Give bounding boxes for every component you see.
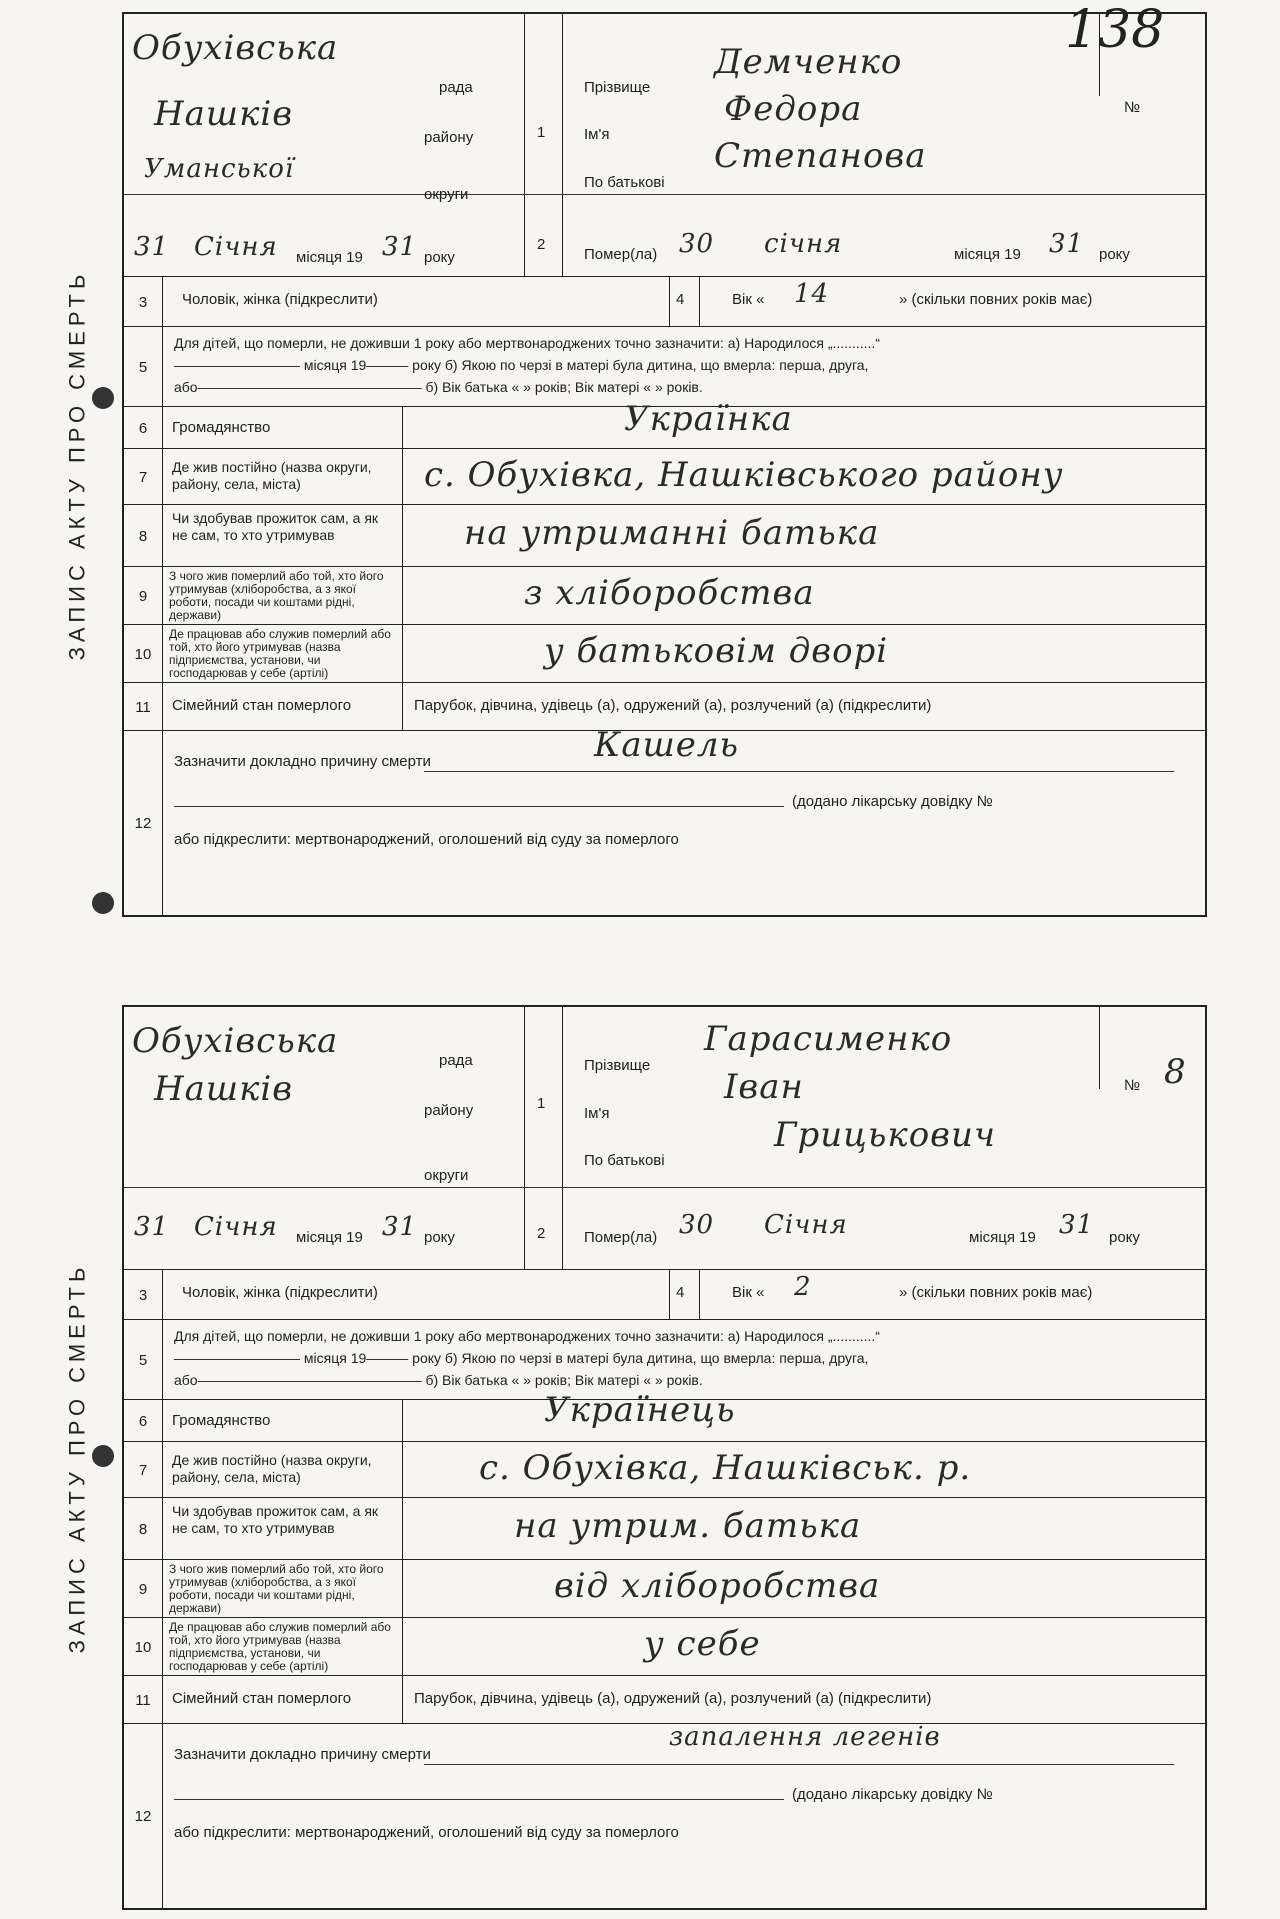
death-year: 31 bbox=[1059, 1210, 1095, 1240]
death-month: січня bbox=[764, 229, 843, 259]
surname-label: Прізвище bbox=[584, 1057, 651, 1074]
month-year-label: місяця 19 bbox=[296, 249, 363, 266]
name-label: Ім'я bbox=[584, 126, 610, 143]
death-day: 30 bbox=[679, 229, 715, 259]
age-value: 14 bbox=[794, 279, 830, 309]
workplace-label: Де працював або служив померлий або той, хто його утримував (назва підприємства, установи, чи господарював у себе (артілі) bbox=[169, 1620, 391, 1673]
row-number: 1 bbox=[537, 1095, 546, 1112]
row-number: 7 bbox=[124, 1442, 163, 1498]
month-year-label: місяця 19 bbox=[296, 1229, 363, 1246]
citizenship-value: Українка bbox=[624, 399, 793, 439]
livelihood-row bbox=[124, 504, 1205, 567]
occupation-value: з хліборобства bbox=[524, 573, 815, 613]
citizenship-row bbox=[124, 1390, 1205, 1442]
children-row: 5 Для дітей, що померли, не доживши 1 року або мертвонароджених точно зазначити: а) Народилося „...........“ ————————— місяця 19——— року б) Якою по черзі в матері була дитина, що вмерла: перша, друга, або———————————————— б) Вік батька « » років; Вік матері « » років. bbox=[124, 326, 1205, 407]
sex-age-row bbox=[124, 276, 1205, 327]
patronymic-label: По батькові bbox=[584, 1152, 665, 1169]
occupation-row bbox=[124, 566, 1205, 625]
sex-label: Чоловік, жінка (підкреслити) bbox=[182, 291, 378, 308]
row-number: 9 bbox=[124, 1560, 163, 1618]
district-label: району bbox=[424, 129, 474, 146]
cause-value: Кашель bbox=[594, 725, 740, 765]
residence-row bbox=[124, 448, 1205, 505]
punch-hole bbox=[92, 1445, 114, 1467]
occupation-value: від хліборобства bbox=[554, 1566, 881, 1606]
died-label: Помер(ла) bbox=[584, 1229, 658, 1246]
citizenship-row bbox=[124, 399, 1205, 449]
death-month: Січня bbox=[764, 1210, 848, 1240]
occupation-label: З чого жив померлий або той, хто його утримував (хліборобства, а з якої роботи, посади чи коштами рідні, держави) bbox=[169, 569, 384, 622]
district-label: району bbox=[424, 1102, 474, 1119]
row-number: 5 bbox=[124, 327, 163, 407]
row-number: 9 bbox=[124, 567, 163, 625]
header-block bbox=[124, 14, 1205, 276]
livelihood-value: на утриманні батька bbox=[464, 513, 880, 553]
residence-value: с. Обухівка, Нашківського району bbox=[424, 455, 1064, 495]
year-label: року bbox=[1099, 246, 1130, 263]
row-number: 6 bbox=[124, 407, 163, 449]
marital-row bbox=[124, 1675, 1205, 1724]
registration-month: Січня bbox=[194, 232, 278, 262]
month-year-label: місяця 19 bbox=[969, 1229, 1036, 1246]
row-number: 10 bbox=[124, 1618, 163, 1676]
archive-page-number: 138 bbox=[1065, 0, 1165, 60]
name-value: Федора bbox=[724, 89, 863, 129]
age-label: Вік « bbox=[732, 1284, 765, 1301]
age-value: 2 bbox=[794, 1272, 812, 1302]
okrug-label: округи bbox=[424, 186, 469, 203]
number-label: № bbox=[1124, 1077, 1141, 1094]
residence-label: Де жив постійно (назва округи, району, села, міста) bbox=[172, 459, 372, 492]
livelihood-row bbox=[124, 1497, 1205, 1560]
occupation-label: З чого жив померлий або той, хто його утримував (хліборобства, а з якої роботи, посади чи коштами рідні, держави) bbox=[169, 1562, 384, 1615]
row-number: 12 bbox=[124, 1724, 163, 1908]
citizenship-label: Громадянство bbox=[172, 419, 271, 436]
side-title: ЗАПИС АКТУ ПРО СМЕРТЬ bbox=[64, 269, 90, 660]
livelihood-label: Чи здобував прожиток сам, а як не сам, то хто утримував bbox=[172, 510, 379, 543]
workplace-value: у себе bbox=[644, 1624, 761, 1664]
registration-year: 31 bbox=[382, 232, 418, 262]
surname-value: Демченко bbox=[714, 42, 903, 82]
row-number: 2 bbox=[537, 1225, 546, 1242]
row-number: 6 bbox=[124, 1400, 163, 1442]
year-label: року bbox=[424, 249, 455, 266]
registration-month: Січня bbox=[194, 1212, 278, 1242]
death-day: 30 bbox=[679, 1210, 715, 1240]
name-value: Іван bbox=[724, 1067, 804, 1107]
council-label: рада bbox=[439, 79, 473, 96]
row-number: 4 bbox=[676, 291, 685, 308]
death-year: 31 bbox=[1049, 229, 1085, 259]
surname-label: Прізвище bbox=[584, 79, 651, 96]
registration-year: 31 bbox=[382, 1212, 418, 1242]
month-year-label: місяця 19 bbox=[954, 246, 1021, 263]
residence-label: Де жив постійно (назва округи, району, села, міста) bbox=[172, 1452, 372, 1485]
citizenship-value: Українець bbox=[544, 1390, 736, 1430]
row-number: 11 bbox=[124, 1676, 163, 1724]
marital-row bbox=[124, 682, 1205, 731]
sex-label: Чоловік, жінка (підкреслити) bbox=[182, 1284, 378, 1301]
residence-value: с. Обухівка, Нашківськ. р. bbox=[479, 1448, 972, 1488]
workplace-value: у батьковім дворі bbox=[544, 631, 889, 671]
punch-hole bbox=[92, 387, 114, 409]
council-label: рада bbox=[439, 1052, 473, 1069]
patronymic-label: По батькові bbox=[584, 174, 665, 191]
stillborn-label: або підкреслити: мертвонароджений, оголошений від суду за померлого bbox=[174, 1824, 679, 1841]
workplace-row bbox=[124, 624, 1205, 683]
cause-row bbox=[124, 725, 1205, 915]
okrug-label: округи bbox=[424, 1167, 469, 1184]
row-number: 2 bbox=[537, 236, 546, 253]
row-number: 8 bbox=[124, 1498, 163, 1560]
livelihood-value: на утрим. батька bbox=[514, 1506, 862, 1546]
year-label: року bbox=[1109, 1229, 1140, 1246]
occupation-row bbox=[124, 1559, 1205, 1618]
row-number: 8 bbox=[124, 505, 163, 567]
children-row: 5 Для дітей, що померли, не доживши 1 року або мертвонароджених точно зазначити: а) Народилося „...........“ ————————— місяця 19——— року б) Якою по черзі в матері була дитина, що вмерла: перша, друга, або———————————————— б) Вік батька « » років; Вік матері « » років. bbox=[124, 1319, 1205, 1400]
form-frame bbox=[122, 12, 1207, 917]
row-number: 11 bbox=[124, 683, 163, 731]
death-record-1 bbox=[32, 12, 1207, 917]
sex-age-row bbox=[124, 1269, 1205, 1320]
header-block bbox=[124, 1007, 1205, 1269]
row-number: 3 bbox=[124, 277, 163, 327]
workplace-row bbox=[124, 1617, 1205, 1676]
council-value: Обухівська bbox=[132, 28, 339, 68]
row-number: 7 bbox=[124, 449, 163, 505]
number-label: № bbox=[1124, 99, 1141, 116]
citizenship-label: Громадянство bbox=[172, 1412, 271, 1429]
side-title: ЗАПИС АКТУ ПРО СМЕРТЬ bbox=[64, 1262, 90, 1653]
form-frame bbox=[122, 1005, 1207, 1910]
age-suffix: » (скільки повних років має) bbox=[899, 291, 1093, 308]
year-label: року bbox=[424, 1229, 455, 1246]
district-value: Нашків bbox=[154, 94, 294, 134]
patronymic-value: Грицькович bbox=[774, 1115, 997, 1155]
registration-day: 31 bbox=[134, 1212, 170, 1242]
death-record-2 bbox=[32, 1005, 1207, 1910]
cause-label: Зазначити докладно причину смерти bbox=[174, 753, 431, 770]
livelihood-label: Чи здобував прожиток сам, а як не сам, то хто утримував bbox=[172, 1503, 379, 1536]
row-number: 4 bbox=[676, 1284, 685, 1301]
stillborn-label: або підкреслити: мертвонароджений, оголошений від суду за померлого bbox=[174, 831, 679, 848]
cause-label: Зазначити докладно причину смерти bbox=[174, 1746, 431, 1763]
residence-row bbox=[124, 1441, 1205, 1498]
patronymic-value: Степанова bbox=[714, 136, 927, 176]
row-number: 5 bbox=[124, 1320, 163, 1400]
age-label: Вік « bbox=[732, 291, 765, 308]
certificate-label: (додано лікарську довідку № bbox=[792, 793, 993, 810]
marital-label: Сімейний стан померлого bbox=[172, 697, 352, 714]
marital-options: Парубок, дівчина, удівець (а), одружений (а), розлучений (а) (підкреслити) bbox=[414, 697, 932, 714]
registration-day: 31 bbox=[134, 232, 170, 262]
died-label: Помер(ла) bbox=[584, 246, 658, 263]
surname-value: Гарасименко bbox=[704, 1019, 953, 1059]
certificate-label: (додано лікарську довідку № bbox=[792, 1786, 993, 1803]
cause-value: запалення легенів bbox=[669, 1722, 941, 1752]
marital-label: Сімейний стан померлого bbox=[172, 1690, 352, 1707]
name-label: Ім'я bbox=[584, 1105, 610, 1122]
marital-options: Парубок, дівчина, удівець (а), одружений (а), розлучений (а) (підкреслити) bbox=[414, 1690, 932, 1707]
age-suffix: » (скільки повних років має) bbox=[899, 1284, 1093, 1301]
okrug-value: Уманської bbox=[144, 154, 295, 184]
district-value: Нашків bbox=[154, 1069, 294, 1109]
workplace-label: Де працював або служив померлий або той, хто його утримував (назва підприємства, установи, чи господарював у себе (артілі) bbox=[169, 627, 391, 680]
row-number: 3 bbox=[124, 1270, 163, 1320]
punch-hole bbox=[92, 892, 114, 914]
council-value: Обухівська bbox=[132, 1021, 339, 1061]
cause-row bbox=[124, 1723, 1205, 1908]
record-number: 8 bbox=[1164, 1052, 1187, 1092]
row-number: 12 bbox=[124, 731, 163, 915]
row-number: 1 bbox=[537, 124, 546, 141]
row-number: 10 bbox=[124, 625, 163, 683]
